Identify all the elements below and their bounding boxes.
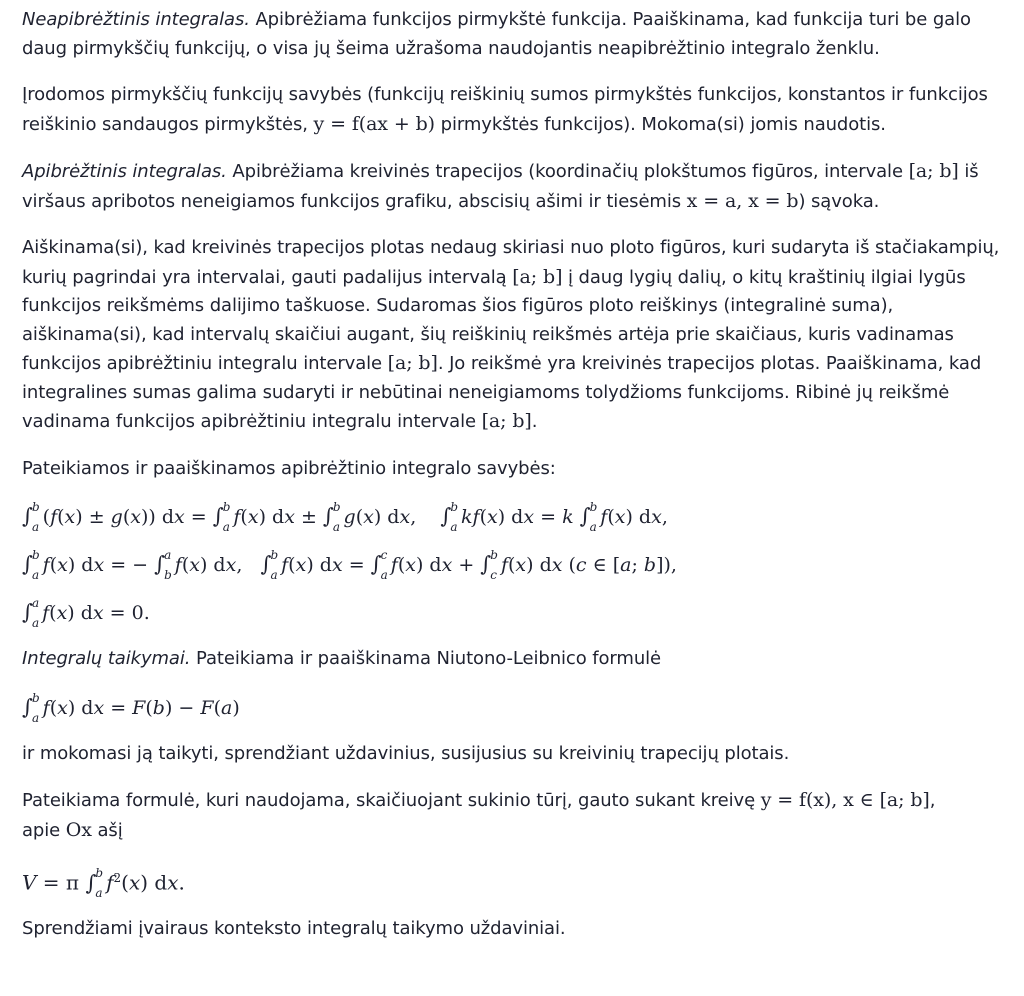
- expl-math-2: [a; b]: [387, 352, 438, 374]
- def-text-1: Apibrėžiama kreivinės trapecijos (koordinačių plokštumos figūros, intervale: [226, 161, 909, 182]
- def-math-1: [a; b]: [908, 160, 959, 182]
- expl-math-1: [a; b]: [512, 265, 563, 288]
- indef-paragraph: [22, 6, 1002, 63]
- expl-text-3: . Jo reikšmė yra kreivinės trapecijos plotas. Paaiškinama, kad integralines sumas galima sudaryti ir nebūtinai neneigiamoms tolydžioms funkcijoms. Ribinė jų reikšmė vadinama funkcijos apibrėžtiniu integralu intervale: [22, 353, 982, 432]
- vol-text-1: Pateikiama formulė, kuri naudojama, skaičiuojant sukinio tūrį, gauto sukant kreivę: [22, 790, 761, 811]
- explanation-paragraph: [22, 234, 1002, 437]
- def-text-3: ) sąvoka.: [798, 190, 880, 212]
- formula-zero: ∫ a a f(x) dx = 0.: [22, 596, 150, 630]
- app-text: Pateikiama ir paaiškinama Niutono-Leibnico formulė: [190, 648, 661, 669]
- app-after-paragraph: ir mokomasi ją taikyti, sprendžiant uždavinius, susijusius su kreivinių trapecijų plotais.: [22, 742, 790, 764]
- applications-paragraph: [22, 645, 1002, 674]
- properties-paragraph: [22, 81, 1002, 139]
- def-math-2: x = a, x = b: [686, 189, 799, 212]
- definite-paragraph: [22, 157, 1002, 216]
- vol-axis: Ox: [65, 818, 92, 841]
- expl-text-4: .: [531, 411, 538, 432]
- vol-math: y = f(x), x ∈ [a; b]: [760, 789, 930, 811]
- def-text-2: iš viršaus apribotos neneigiamos funkcijos grafiku, abscisių ašimi ir tiesėmis: [22, 161, 979, 212]
- formula-additivity: ∫ b a f(x) dx = − ∫ a b f(x) dx, ∫ b a f(x) dx = ∫ c a f(x) dx + ∫ b c f(x) dx (c ∈ [a; b]),: [22, 548, 677, 582]
- indef-title: Neapibrėžtinis integralas.: [22, 9, 250, 30]
- indef-text: Apibrėžiama funkcijos pirmykštė funkcija. Paaiškinama, kad funkcija turi be galo daug pirmykščių funkcijų, o visa jų šeima užrašoma naudojantis neapibrėžtinio integralo ženklu.: [22, 9, 971, 59]
- expl-text-2: į daug lygių dalių, o kitų kraštinių ilgiai lygūs funkcijos reikšmėms dalijimo taškuose. Sudaromas šios figūros ploto reiškinys (integralinė suma), aiškinama(si), kad intervalų skaičiui augant, šių reiškinių reikšmės artėja prie skaičiaus, kuris vadinamas funkcijos apibrėžtiniu integralu intervale: [22, 266, 966, 374]
- prop-math: y = f(ax + b): [313, 112, 435, 135]
- formula-volume: V = π ∫ b a $f^2(x)$ dx.: [22, 866, 185, 901]
- app-title: Integralų taikymai.: [22, 648, 191, 669]
- formula-linearity: ∫ b a (f(x) ± g(x)) dx = ∫ b a f(x) dx ± ∫ b a g(x) dx, ∫ b a kf(x) dx = k ∫ b a f(x) dx,: [22, 500, 668, 534]
- formula-newton-leibniz: ∫ b a f(x) dx = F(b) − F(a): [22, 690, 240, 725]
- vol-text-2: ,: [929, 790, 936, 811]
- final-paragraph: Sprendžiami įvairaus konteksto integralų taikymo uždaviniai.: [22, 917, 566, 939]
- vol-text-4: ašį: [91, 819, 123, 841]
- prop-text-2: pirmykštės funkcijos). Mokoma(si) jomis naudotis.: [435, 113, 886, 135]
- expl-math-3: [a; b]: [481, 410, 532, 432]
- properties-intro: Pateikiamos ir paaiškinamos apibrėžtinio integralo savybės:: [22, 457, 556, 479]
- vol-text-3: apie: [22, 819, 66, 841]
- def-title: Apibrėžtinis integralas.: [22, 161, 227, 182]
- prop-text-1: Įrodomos pirmykščių funkcijų savybės (funkcijų reiškinių sumos pirmykštės funkcijos, konstantos ir funkcijos reiškinio sandaugos pirmykštės,: [22, 84, 988, 135]
- volume-paragraph: [22, 786, 1002, 845]
- expl-text-1: Aiškinama(si), kad kreivinės trapecijos plotas nedaug skiriasi nuo ploto figūros, kuri sudaryta iš stačiakampių, kurių pagrindai yra intervalai, gauti padalijus intervalą: [22, 237, 1000, 288]
